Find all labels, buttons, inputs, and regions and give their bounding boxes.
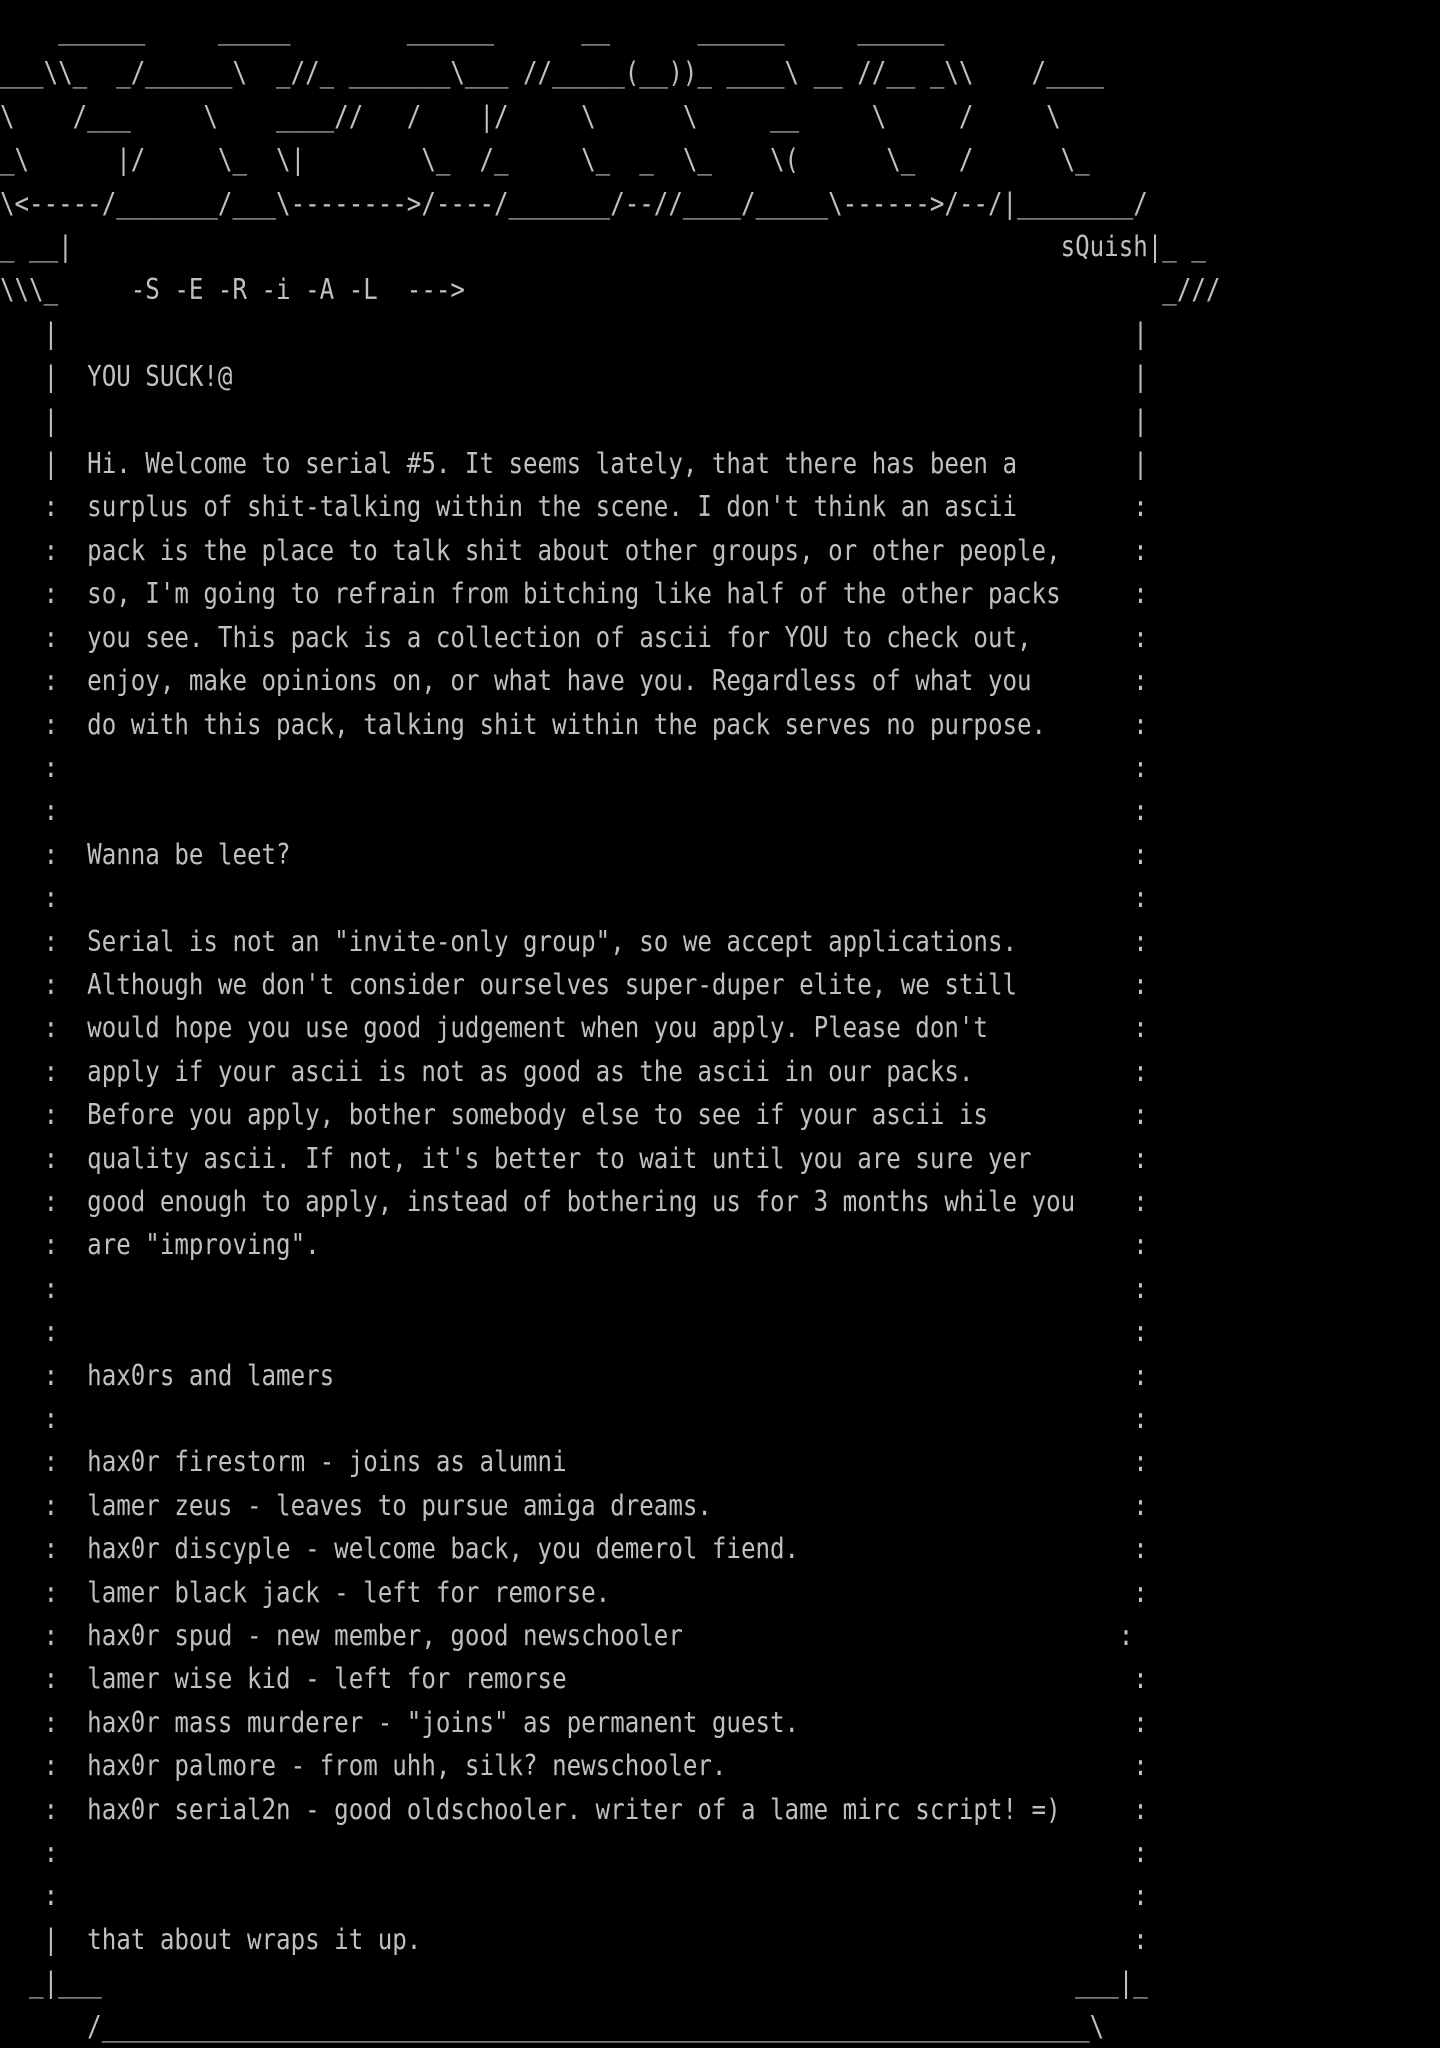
ascii-line: : lamer wise kid - left for remorse : [0, 1662, 1148, 1696]
ascii-line: : you see. This pack is a collection of ascii for YOU to check out, : [0, 620, 1148, 654]
ascii-line: : Before you apply, bother somebody else to see if your ascii is : [0, 1098, 1148, 1132]
ascii-line: : : [0, 1879, 1148, 1913]
ascii-line: : : [0, 1315, 1148, 1349]
ascii-line: : hax0r firestorm - joins as alumni : [0, 1445, 1148, 1479]
ascii-line: : are "improving". : [0, 1228, 1148, 1262]
ascii-line: : hax0r discyple - welcome back, you demerol fiend. : [0, 1532, 1148, 1566]
ascii-line: : : [0, 1271, 1148, 1305]
ascii-line: : hax0r spud - new member, good newschooler : [0, 1619, 1134, 1653]
ascii-line: | | [0, 403, 1148, 437]
ascii-line: : lamer black jack - left for remorse. : [0, 1575, 1148, 1609]
ascii-line: \ /___ \ ____// / |/ \ \ __ \ / \ [0, 99, 1061, 133]
ascii-line: _\ |/ \_ \| \_ /_ \_ _ \_ \( \_ / \_ [0, 143, 1090, 177]
ascii-line: _ __| sQuish|_ _ [0, 230, 1206, 264]
ascii-line: : apply if your ascii is not as good as the ascii in our packs. : [0, 1054, 1148, 1088]
ascii-line: : : [0, 1836, 1148, 1870]
ascii-line: : Wanna be leet? : [0, 837, 1148, 871]
ascii-line: : : [0, 881, 1148, 915]
ascii-line: : Serial is not an "invite-only group", so we accept applications. : [0, 924, 1148, 958]
ascii-line: : enjoy, make opinions on, or what have you. Regardless of what you : [0, 664, 1148, 698]
ascii-line: : hax0r palmore - from uhh, silk? newschooler. : [0, 1749, 1148, 1783]
ascii-line: : would hope you use good judgement when you apply. Please don't : [0, 1011, 1148, 1045]
ascii-line: : so, I'm going to refrain from bitching like half of the other packs : [0, 577, 1148, 611]
ascii-line: : hax0r mass murderer - "joins" as permanent guest. : [0, 1705, 1148, 1739]
ascii-line: : hax0r serial2n - good oldschooler. writer of a lame mirc script! =) : [0, 1792, 1148, 1826]
ascii-line: ___\\_ _/______\ _//_ _______\___ //_____(__))_ ____\ __ //__ _\\ /____ [0, 56, 1105, 90]
ascii-line: : : [0, 1402, 1148, 1435]
ascii-line: : : [0, 750, 1148, 784]
ascii-line: : : [0, 794, 1148, 828]
ascii-line: : pack is the place to talk shit about other groups, or other people, : [0, 533, 1148, 567]
ascii-line: : Although we don't consider ourselves super-duper elite, we still : [0, 967, 1148, 1001]
ascii-line: | Hi. Welcome to serial #5. It seems lately, that there has been a | [0, 447, 1148, 481]
ascii-line: | that about wraps it up. : [0, 1922, 1148, 1956]
ascii-line: : do with this pack, talking shit within the pack serves no purpose. : [0, 707, 1148, 741]
ascii-line: : lamer zeus - leaves to pursue amiga dreams. : [0, 1488, 1148, 1522]
ascii-line: \<-----/_______/___\-------->/----/_______/--//____/_____\------>/--/|________/ [0, 186, 1148, 220]
ascii-line: \\\_ -S -E -R -i -A -L ---> _/// [0, 273, 1221, 307]
ascii-line: /____________________________________________________________________\ [0, 2009, 1105, 2043]
ascii-line: _|___ ___|_ [0, 1966, 1148, 2000]
ascii-line: : quality ascii. If not, it's better to wait until you are sure yer : [0, 1141, 1148, 1175]
ascii-line: | YOU SUCK!@ | [0, 360, 1148, 394]
ascii-line: : good enough to apply, instead of bothering us for 3 months while you : [0, 1184, 1148, 1218]
ascii-line: : surplus of shit-talking within the scene. I don't think an ascii : [0, 490, 1148, 524]
ascii-line: | | [0, 316, 1148, 350]
ascii-line: ______ _____ ______ __ ______ ______ [0, 13, 945, 46]
ascii-text-block [0, 8, 1220, 2048]
ascii-line: : hax0rs and lamers : [0, 1358, 1148, 1392]
